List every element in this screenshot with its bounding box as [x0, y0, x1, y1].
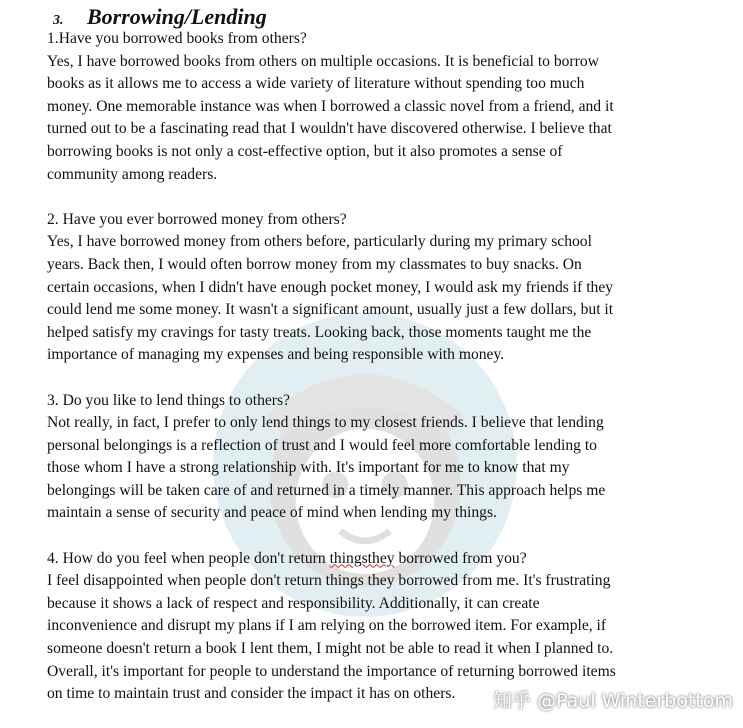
document-page — [47, 0, 737, 706]
answer-4-line-5: Overall, it's important for people to understand the importance of returning borrowed items — [47, 662, 616, 680]
heading-title: Borrowing/Lending — [87, 4, 267, 29]
question-1: 1.Have you borrowed books from others? — [47, 30, 307, 47]
answer-4-line-2: because it shows a lack of respect and responsibility. Additionally, it can create — [47, 594, 540, 612]
answer-2-line-3: certain occasions, when I didn't have enough pocket money, I would ask my friends if they — [47, 278, 614, 296]
question-4-end: borrowed from you? — [394, 549, 527, 567]
qa-section-3 — [47, 390, 737, 526]
answer-2-line-4: could lend me some money. It wasn't a significant amount, usually just a few dollars, but it — [47, 301, 614, 319]
answer-4-line-6: on time to maintain trust and consider the impact it has on others. — [47, 685, 456, 703]
answer-1-line-6: community among readers. — [47, 165, 218, 183]
answer-1-line-2: books as it allows me to access a wide variety of literature without spending too much — [47, 75, 585, 93]
answer-1-line-5: borrowing books is not only a cost-effective option, but it also promotes a sense of — [47, 142, 563, 160]
answer-3-line-2: personal belongings is a reflection of trust and I would feel more comfortable lending to — [47, 436, 597, 454]
answer-2-line-6: importance of managing my expenses and being responsible with money. — [47, 346, 505, 364]
answer-2-line-1: Yes, I have borrowed money from others before, particularly during my primary school — [47, 233, 592, 251]
answer-2-line-2: years. Back then, I would often borrow money from my classmates to buy snacks. On — [47, 255, 582, 273]
question-4-start: 4. How do you feel when people don't return — [47, 549, 330, 567]
answer-4-line-3: inconvenience and disrupt my plans if I am relying on the borrowed item. For example, if — [47, 617, 607, 635]
answer-4-line-1: I feel disappointed when people don't return things they borrowed from me. It's frustrating — [47, 572, 611, 590]
answer-1-line-1: Yes, I have borrowed books from others on multiple occasions. It is beneficial to borrow — [47, 52, 599, 70]
answer-3-line-3: those whom I have a strong relationship with. It's important for me to know that my — [47, 459, 570, 477]
answer-1-line-4: turned out to be a fascinating read that I wouldn't have discovered otherwise. I believe that — [47, 120, 612, 138]
spellcheck-flagged-word: thingsthey — [329, 549, 395, 567]
heading-number: 3. — [53, 13, 64, 28]
watermark-credit: 知乎 @Paul Winterbottom — [492, 690, 733, 712]
question-3: 3. Do you like to lend things to others? — [47, 391, 290, 409]
answer-3-line-1: Not really, in fact, I prefer to only lend things to my closest friends. I believe that lending — [47, 414, 604, 432]
answer-4-line-4: someone doesn't return a book I lent them, I might not be able to read it when I planned to. — [47, 640, 614, 658]
answer-1-line-3: money. One memorable instance was when I borrowed a classic novel from a friend, and it — [47, 97, 614, 115]
section-heading — [53, 4, 737, 28]
question-4 — [47, 548, 737, 571]
answer-2-line-5: helped satisfy my cravings for tasty treats. Looking back, those moments taught me the — [47, 323, 592, 341]
question-2: 2. Have you ever borrowed money from others? — [47, 210, 347, 228]
qa-section-1 — [47, 28, 737, 186]
qa-section-2 — [47, 209, 737, 367]
qa-section-4 — [47, 548, 737, 706]
answer-3-line-4: belongings will be taken care of and returned in a timely manner. This approach helps me — [47, 481, 606, 499]
answer-3-line-5: maintain a sense of security and peace of mind when lending my things. — [47, 504, 497, 522]
